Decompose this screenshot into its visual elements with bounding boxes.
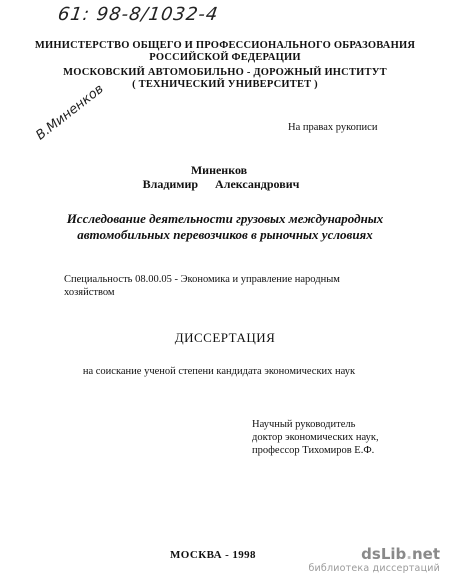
specialty-line-2: хозяйством xyxy=(64,287,115,298)
degree-line: на соискание ученой степени кандидата экономических наук xyxy=(82,366,356,377)
document-type: ДИССЕРТАЦИЯ xyxy=(174,330,276,345)
city-year: МОСКВА - 1998 xyxy=(170,549,256,561)
specialty-line-1: Специальность 08.00.05 - Экономика и управление народным xyxy=(64,274,340,285)
author-surname: Миненков xyxy=(190,163,248,177)
advisor-line-1: Научный руководитель xyxy=(252,419,356,430)
watermark-brand-prefix: dsLib xyxy=(361,545,407,563)
watermark-brand-suffix: net xyxy=(411,545,440,563)
dslib-watermark xyxy=(308,545,440,574)
institute-line: МОСКОВСКИЙ АВТОМОБИЛЬНО - ДОРОЖНЫЙ ИНСТИТУТ xyxy=(63,67,387,78)
watermark-brand-dot: . xyxy=(406,545,412,563)
federation-line: РОССИЙСКОЙ ФЕДЕРАЦИИ xyxy=(149,52,301,63)
advisor-line-2: доктор экономических наук, xyxy=(252,432,379,443)
watermark-tagline: библиотека диссертаций xyxy=(308,563,440,574)
author-given-names: Владимир Александрович xyxy=(142,177,300,191)
thesis-title-line-2: автомобильных перевозчиков в рыночных условиях xyxy=(77,227,373,242)
thesis-title-line-1: Исследование деятельности грузовых международных xyxy=(66,211,384,226)
watermark-logo xyxy=(308,545,440,563)
archive-stamp: 61: 98-8/1032-4 xyxy=(56,4,220,25)
university-line: ( ТЕХНИЧЕСКИЙ УНИВЕРСИТЕТ ) xyxy=(132,79,318,90)
manuscript-note: На правах рукописи xyxy=(288,122,378,133)
handwritten-signature: В.Миненков xyxy=(33,81,107,144)
ministry-line: МИНИСТЕРСТВО ОБЩЕГО И ПРОФЕССИОНАЛЬНОГО ОБРАЗОВАНИЯ xyxy=(34,40,416,51)
advisor-line-3: профессор Тихомиров Е.Ф. xyxy=(252,445,375,456)
